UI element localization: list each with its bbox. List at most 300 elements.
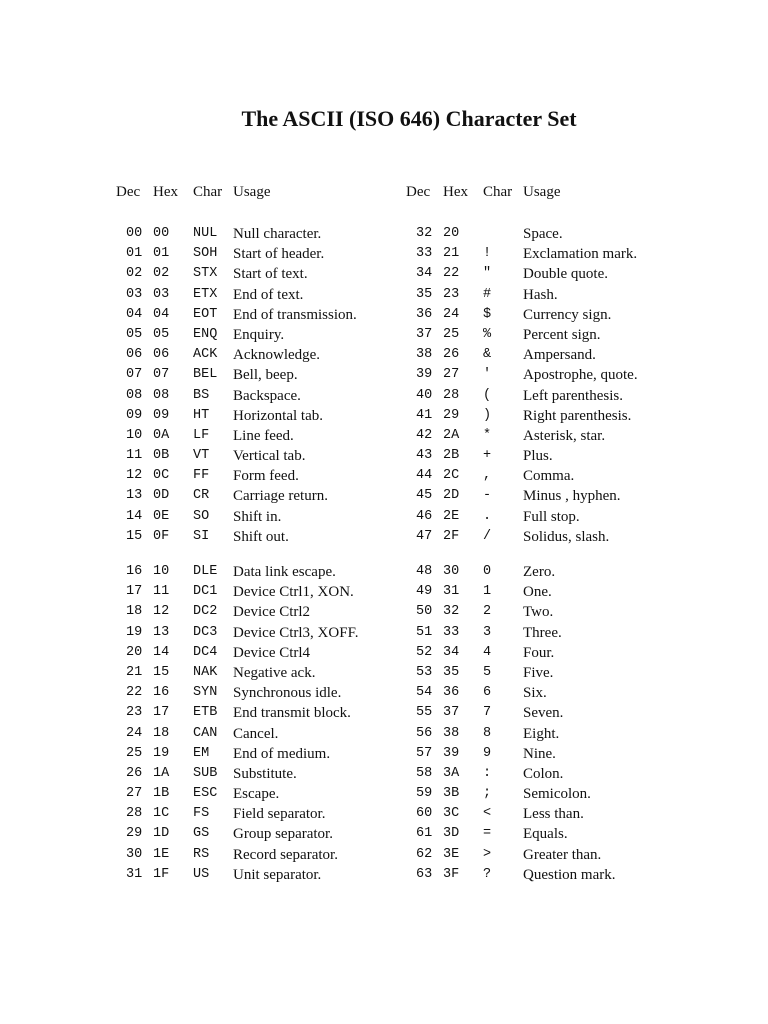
cell-hex: 21 xyxy=(443,246,460,262)
cell-usage: Four. xyxy=(523,644,555,661)
cell-hex: 01 xyxy=(153,246,170,262)
cell-hex: 06 xyxy=(153,347,170,363)
cell-char: ENQ xyxy=(193,326,218,342)
cell-usage: Minus , hyphen. xyxy=(523,488,621,505)
cell-usage: Currency sign. xyxy=(523,306,612,323)
header-dec: Dec xyxy=(116,184,141,200)
cell-dec: 05 xyxy=(126,326,143,342)
cell-char: BEL xyxy=(193,367,218,383)
cell-dec: 49 xyxy=(416,584,433,600)
cell-char: FF xyxy=(193,468,210,484)
cell-char: EOT xyxy=(193,306,218,322)
table-row xyxy=(406,365,768,385)
cell-usage: Full stop. xyxy=(523,508,580,525)
cell-usage: Seven. xyxy=(523,705,564,722)
cell-char: DC2 xyxy=(193,604,218,620)
cell-char: 2 xyxy=(483,604,492,620)
cell-char: 4 xyxy=(483,644,492,660)
table-row xyxy=(406,764,768,784)
cell-char: ; xyxy=(483,786,492,802)
cell-dec: 01 xyxy=(126,246,143,262)
cell-hex: 2F xyxy=(443,528,460,544)
cell-char: 3 xyxy=(483,624,492,640)
table-row xyxy=(406,724,768,744)
cell-dec: 53 xyxy=(416,664,433,680)
table-row xyxy=(406,224,768,244)
cell-dec: 18 xyxy=(126,604,143,620)
table-row xyxy=(406,406,768,426)
cell-dec: 48 xyxy=(416,564,433,579)
cell-dec: 28 xyxy=(126,806,143,822)
cell-usage: Vertical tab. xyxy=(233,448,306,465)
cell-usage: Equals. xyxy=(523,826,568,843)
cell-usage: Horizontal tab. xyxy=(233,407,323,424)
cell-hex: 20 xyxy=(443,226,460,241)
cell-usage: Semicolon. xyxy=(523,786,591,803)
table-row xyxy=(406,527,768,547)
cell-usage: End of medium. xyxy=(233,745,331,762)
cell-usage: Carriage return. xyxy=(233,488,328,505)
cell-usage: Solidus, slash. xyxy=(523,528,610,545)
cell-dec: 02 xyxy=(126,266,143,282)
cell-usage: Hash. xyxy=(523,286,558,303)
cell-char: 5 xyxy=(483,664,492,680)
cell-dec: 11 xyxy=(126,448,143,464)
table-row xyxy=(406,446,768,466)
cell-hex: 34 xyxy=(443,644,460,660)
cell-char: CR xyxy=(193,488,210,504)
cell-hex: 3A xyxy=(443,765,460,781)
cell-hex: 1F xyxy=(153,866,170,882)
cell-dec: 27 xyxy=(126,786,143,802)
cell-dec: 08 xyxy=(126,387,143,403)
cell-hex: 27 xyxy=(443,367,460,383)
cell-dec: 57 xyxy=(416,745,433,761)
cell-dec: 42 xyxy=(416,427,433,443)
cell-dec: 40 xyxy=(416,387,433,403)
cell-char: : xyxy=(483,765,492,781)
table-row xyxy=(406,663,768,683)
cell-hex: 1C xyxy=(153,806,170,822)
cell-usage: End of text. xyxy=(233,286,304,303)
cell-hex: 1E xyxy=(153,846,170,862)
cell-hex: 14 xyxy=(153,644,170,660)
cell-hex: 0C xyxy=(153,468,170,484)
cell-usage: Acknowledge. xyxy=(233,347,321,364)
cell-hex: 02 xyxy=(153,266,170,282)
cell-char: 9 xyxy=(483,745,492,761)
table-row xyxy=(406,865,768,885)
cell-usage: Double quote. xyxy=(523,266,608,283)
table-row xyxy=(406,744,768,764)
cell-char: / xyxy=(483,528,492,544)
cell-hex: 12 xyxy=(153,604,170,620)
cell-hex: 24 xyxy=(443,306,460,322)
cell-char: DC4 xyxy=(193,644,218,660)
cell-dec: 45 xyxy=(416,488,433,504)
cell-dec: 60 xyxy=(416,806,433,822)
cell-hex: 35 xyxy=(443,664,460,680)
cell-hex: 3D xyxy=(443,826,460,842)
cell-hex: 31 xyxy=(443,584,460,600)
table-row xyxy=(406,824,768,844)
cell-char: & xyxy=(483,347,492,363)
cell-usage: Backspace. xyxy=(233,387,301,404)
cell-char: 0 xyxy=(483,564,492,579)
cell-usage: End transmit block. xyxy=(233,705,351,722)
cell-dec: 47 xyxy=(416,528,433,544)
cell-hex: 32 xyxy=(443,604,460,620)
cell-char: . xyxy=(483,508,492,524)
cell-hex: 36 xyxy=(443,685,460,701)
table-row xyxy=(406,804,768,824)
cell-usage: Two. xyxy=(523,604,554,621)
cell-char: $ xyxy=(483,306,492,322)
cell-char: RS xyxy=(193,846,210,862)
cell-dec: 35 xyxy=(416,286,433,302)
cell-hex: 19 xyxy=(153,745,170,761)
cell-hex: 29 xyxy=(443,407,460,423)
table-row xyxy=(406,623,768,643)
header-hex: Hex xyxy=(443,184,468,200)
cell-char: , xyxy=(483,468,492,484)
cell-hex: 0D xyxy=(153,488,170,504)
table-row xyxy=(406,683,768,703)
cell-dec: 61 xyxy=(416,826,433,842)
cell-dec: 29 xyxy=(126,826,143,842)
cell-char: LF xyxy=(193,427,210,443)
cell-char: VT xyxy=(193,448,210,464)
cell-dec: 09 xyxy=(126,407,143,423)
cell-usage: Five. xyxy=(523,664,554,681)
cell-dec: 54 xyxy=(416,685,433,701)
cell-hex: 2B xyxy=(443,448,460,464)
cell-char: ACK xyxy=(193,347,218,363)
cell-usage: Null character. xyxy=(233,226,322,242)
cell-dec: 58 xyxy=(416,765,433,781)
right-table-header xyxy=(396,184,696,204)
cell-dec: 55 xyxy=(416,705,433,721)
cell-hex: 22 xyxy=(443,266,460,282)
cell-hex: 2E xyxy=(443,508,460,524)
table-row xyxy=(406,602,768,622)
cell-hex: 3C xyxy=(443,806,460,822)
cell-usage: Form feed. xyxy=(233,468,299,485)
cell-char: ! xyxy=(483,246,492,262)
cell-char: DC3 xyxy=(193,624,218,640)
cell-dec: 41 xyxy=(416,407,433,423)
table-row xyxy=(406,345,768,365)
cell-char: - xyxy=(483,488,492,504)
cell-usage: Synchronous idle. xyxy=(233,685,342,702)
cell-dec: 52 xyxy=(416,644,433,660)
header-usage: Usage xyxy=(233,184,271,200)
cell-dec: 26 xyxy=(126,765,143,781)
cell-dec: 07 xyxy=(126,367,143,383)
cell-char: GS xyxy=(193,826,210,842)
cell-dec: 12 xyxy=(126,468,143,484)
cell-char: SI xyxy=(193,528,210,544)
cell-hex: 3B xyxy=(443,786,460,802)
cell-usage: Negative ack. xyxy=(233,664,316,681)
cell-hex: 0B xyxy=(153,448,170,464)
table-row xyxy=(406,562,768,582)
cell-hex: 1B xyxy=(153,786,170,802)
cell-dec: 21 xyxy=(126,664,143,680)
cell-dec: 51 xyxy=(416,624,433,640)
table-row xyxy=(406,703,768,723)
cell-char: ? xyxy=(483,866,492,882)
cell-hex: 2D xyxy=(443,488,460,504)
cell-hex: 3F xyxy=(443,866,460,882)
cell-char: * xyxy=(483,427,492,443)
cell-hex: 00 xyxy=(153,226,170,241)
cell-usage: Greater than. xyxy=(523,846,602,863)
cell-char: DC1 xyxy=(193,584,218,600)
cell-hex: 38 xyxy=(443,725,460,741)
cell-dec: 37 xyxy=(416,326,433,342)
cell-hex: 07 xyxy=(153,367,170,383)
cell-dec: 30 xyxy=(126,846,143,862)
cell-dec: 56 xyxy=(416,725,433,741)
table-row xyxy=(406,244,768,264)
cell-dec: 04 xyxy=(126,306,143,322)
cell-dec: 20 xyxy=(126,644,143,660)
table-row xyxy=(406,643,768,663)
cell-hex: 13 xyxy=(153,624,170,640)
cell-usage: Apostrophe, quote. xyxy=(523,367,638,384)
cell-usage: Unit separator. xyxy=(233,866,322,883)
cell-char: 1 xyxy=(483,584,492,600)
cell-usage: Eight. xyxy=(523,725,560,742)
table-row xyxy=(406,426,768,446)
cell-usage: Group separator. xyxy=(233,826,333,843)
table-row xyxy=(406,486,768,506)
cell-usage: Shift in. xyxy=(233,508,282,525)
cell-char: DLE xyxy=(193,564,218,579)
cell-usage: One. xyxy=(523,584,552,601)
cell-usage: Data link escape. xyxy=(233,564,336,580)
cell-hex: 10 xyxy=(153,564,170,579)
cell-usage: Three. xyxy=(523,624,562,641)
cell-dec: 15 xyxy=(126,528,143,544)
cell-char: # xyxy=(483,286,492,302)
table-row xyxy=(406,582,768,602)
cell-usage: Device Ctrl1, XON. xyxy=(233,584,354,601)
cell-usage: Percent sign. xyxy=(523,326,601,343)
cell-hex: 23 xyxy=(443,286,460,302)
cell-dec: 50 xyxy=(416,604,433,620)
cell-char: NAK xyxy=(193,664,218,680)
cell-hex: 28 xyxy=(443,387,460,403)
cell-dec: 03 xyxy=(126,286,143,302)
header-dec: Dec xyxy=(406,184,431,200)
cell-usage: Exclamation mark. xyxy=(523,246,638,263)
cell-dec: 10 xyxy=(126,427,143,443)
cell-hex: 08 xyxy=(153,387,170,403)
cell-dec: 62 xyxy=(416,846,433,862)
cell-hex: 04 xyxy=(153,306,170,322)
cell-char: ( xyxy=(483,387,492,403)
cell-usage: Plus. xyxy=(523,448,553,465)
cell-hex: 26 xyxy=(443,347,460,363)
cell-char: ESC xyxy=(193,786,218,802)
cell-usage: Left parenthesis. xyxy=(523,387,623,404)
cell-char: ' xyxy=(483,367,492,383)
cell-char: SUB xyxy=(193,765,218,781)
cell-char: ETB xyxy=(193,705,218,721)
cell-char: " xyxy=(483,266,492,282)
cell-usage: Question mark. xyxy=(523,866,616,883)
cell-char: SYN xyxy=(193,685,218,701)
cell-dec: 25 xyxy=(126,745,143,761)
cell-char: BS xyxy=(193,387,210,403)
table-row xyxy=(406,386,768,406)
cell-char: ) xyxy=(483,407,492,423)
cell-char: 8 xyxy=(483,725,492,741)
cell-hex: 18 xyxy=(153,725,170,741)
cell-hex: 2C xyxy=(443,468,460,484)
cell-hex: 39 xyxy=(443,745,460,761)
table-row xyxy=(406,285,768,305)
cell-dec: 00 xyxy=(126,226,143,241)
cell-hex: 05 xyxy=(153,326,170,342)
cell-hex: 09 xyxy=(153,407,170,423)
cell-hex: 1D xyxy=(153,826,170,842)
cell-usage: Less than. xyxy=(523,806,584,823)
cell-hex: 16 xyxy=(153,685,170,701)
cell-hex: 37 xyxy=(443,705,460,721)
cell-char: 7 xyxy=(483,705,492,721)
cell-usage: Nine. xyxy=(523,745,556,762)
cell-dec: 33 xyxy=(416,246,433,262)
cell-dec: 34 xyxy=(416,266,433,282)
cell-char: % xyxy=(483,326,492,342)
cell-usage: Right parenthesis. xyxy=(523,407,632,424)
cell-dec: 17 xyxy=(126,584,143,600)
cell-usage: Ampersand. xyxy=(523,347,596,364)
cell-usage: Start of text. xyxy=(233,266,308,283)
cell-hex: 0E xyxy=(153,508,170,524)
cell-usage: Device Ctrl2 xyxy=(233,604,311,621)
cell-dec: 24 xyxy=(126,725,143,741)
cell-usage: Enquiry. xyxy=(233,326,285,343)
cell-hex: 33 xyxy=(443,624,460,640)
header-char: Char xyxy=(483,184,513,200)
cell-hex: 17 xyxy=(153,705,170,721)
table-row xyxy=(406,466,768,486)
cell-dec: 14 xyxy=(126,508,143,524)
cell-hex: 03 xyxy=(153,286,170,302)
cell-usage: Start of header. xyxy=(233,246,325,263)
cell-usage: Field separator. xyxy=(233,806,326,823)
cell-dec: 06 xyxy=(126,347,143,363)
cell-usage: Asterisk, star. xyxy=(523,427,606,444)
cell-usage: Zero. xyxy=(523,564,556,580)
right-group-2 xyxy=(406,562,768,885)
cell-dec: 59 xyxy=(416,786,433,802)
cell-char: FS xyxy=(193,806,210,822)
cell-hex: 30 xyxy=(443,564,460,579)
table-row xyxy=(406,264,768,284)
cell-hex: 1A xyxy=(153,765,170,781)
cell-usage: Shift out. xyxy=(233,528,289,545)
cell-hex: 3E xyxy=(443,846,460,862)
cell-usage: Bell, beep. xyxy=(233,367,298,384)
header-char: Char xyxy=(193,184,223,200)
cell-dec: 38 xyxy=(416,347,433,363)
cell-dec: 16 xyxy=(126,564,143,579)
cell-hex: 11 xyxy=(153,584,170,600)
cell-hex: 25 xyxy=(443,326,460,342)
right-group-1 xyxy=(406,224,768,547)
cell-dec: 44 xyxy=(416,468,433,484)
cell-usage: Cancel. xyxy=(233,725,279,742)
cell-dec: 36 xyxy=(416,306,433,322)
cell-dec: 46 xyxy=(416,508,433,524)
cell-usage: Escape. xyxy=(233,786,280,803)
cell-usage: Space. xyxy=(523,226,563,242)
cell-char: CAN xyxy=(193,725,218,741)
cell-usage: Colon. xyxy=(523,765,564,782)
cell-usage: Six. xyxy=(523,685,547,702)
cell-hex: 2A xyxy=(443,427,460,443)
left-table-header xyxy=(106,184,406,204)
cell-char: 6 xyxy=(483,685,492,701)
cell-usage: Device Ctrl3, XOFF. xyxy=(233,624,359,641)
cell-usage: Comma. xyxy=(523,468,575,485)
cell-dec: 63 xyxy=(416,866,433,882)
table-row xyxy=(406,845,768,865)
cell-dec: 32 xyxy=(416,226,433,241)
cell-char: US xyxy=(193,866,210,882)
cell-dec: 39 xyxy=(416,367,433,383)
cell-usage: End of transmission. xyxy=(233,306,357,323)
right-table xyxy=(406,224,768,885)
cell-char: > xyxy=(483,846,492,862)
cell-hex: 0F xyxy=(153,528,170,544)
cell-char: = xyxy=(483,826,492,842)
table-row xyxy=(406,305,768,325)
cell-char: ETX xyxy=(193,286,218,302)
cell-dec: 23 xyxy=(126,705,143,721)
cell-usage: Substitute. xyxy=(233,765,297,782)
cell-hex: 0A xyxy=(153,427,170,443)
header-hex: Hex xyxy=(153,184,178,200)
table-row xyxy=(406,325,768,345)
cell-char: HT xyxy=(193,407,210,423)
cell-dec: 13 xyxy=(126,488,143,504)
cell-dec: 22 xyxy=(126,685,143,701)
cell-dec: 19 xyxy=(126,624,143,640)
cell-hex: 15 xyxy=(153,664,170,680)
cell-char: SO xyxy=(193,508,210,524)
cell-char: < xyxy=(483,806,492,822)
cell-usage: Device Ctrl4 xyxy=(233,644,311,661)
cell-char: SOH xyxy=(193,246,218,262)
cell-char: EM xyxy=(193,745,210,761)
cell-usage: Record separator. xyxy=(233,846,338,863)
cell-char: NUL xyxy=(193,226,218,241)
cell-char: + xyxy=(483,448,492,464)
page-title: The ASCII (ISO 646) Character Set xyxy=(241,106,577,131)
cell-char: STX xyxy=(193,266,218,282)
cell-usage: Line feed. xyxy=(233,427,294,444)
table-row xyxy=(406,507,768,527)
cell-dec: 31 xyxy=(126,866,143,882)
header-usage: Usage xyxy=(523,184,561,200)
cell-dec: 43 xyxy=(416,448,433,464)
